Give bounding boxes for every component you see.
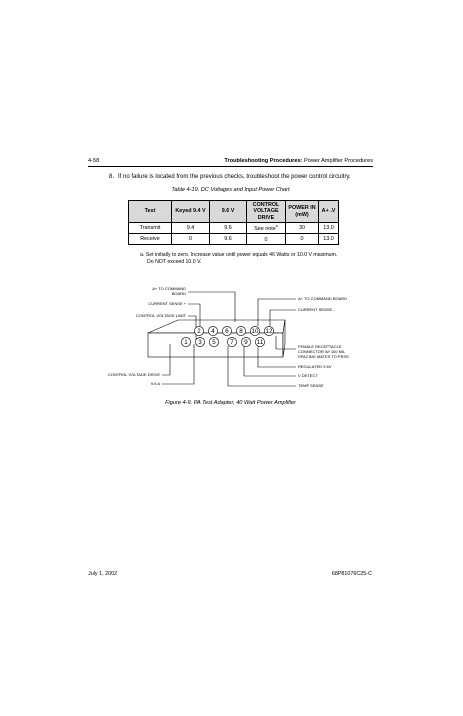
label-control-voltage-drive: CONTROL VOLTAGE DRIVE [107, 372, 160, 377]
cell-power: 30 [286, 223, 319, 234]
pin-label-5: 5 [212, 339, 216, 347]
cell-9-6v: 9.6 [210, 223, 247, 234]
cell-a-plus: 13.0 [319, 223, 339, 234]
control-header-line2: VOLTAGE [253, 208, 279, 215]
label-control-voltage-limit: CONTROL VOLTAGE LIMIT [135, 313, 186, 318]
pin-label-2: 2 [197, 328, 201, 336]
pin-label-12: 12 [265, 328, 273, 336]
label-temp-sense: TEMP SENSE [298, 383, 324, 388]
pin-label-8: 8 [239, 328, 243, 336]
running-header-rest: Power Amplifier Procedures [302, 158, 373, 164]
label-female-receptacle-1: FEMALE RECEPTACLE [298, 344, 342, 349]
label-aplus-command-left-1: A+ TO COMMAND [152, 286, 186, 291]
control-header-line1: CONTROL [252, 201, 280, 208]
note-ref: a [275, 224, 278, 229]
pin-label-6: 6 [225, 328, 229, 336]
label-female-receptacle-2: CONNECTOR W/ 100 MIL [298, 349, 346, 354]
note-line-2: Do NOT exceed 10.0 V. [147, 258, 202, 265]
footer-date: July 1, 2002 [88, 571, 118, 577]
label-current-sense-plus: CURRENT SENSE + [148, 301, 186, 306]
page-number: 4-58 [88, 158, 100, 164]
note-line-1: a. Set initially to zero. Increase value until power equals 46 Watts or 10.0 V maximum. [140, 252, 338, 258]
cell-keyed: 0 [172, 234, 210, 245]
cell-test: Receive [129, 234, 172, 245]
power-header-line2: (mW) [295, 211, 309, 218]
label-regulated-9-6v: REGULATED 9.6V [298, 364, 332, 369]
label-current-sense-minus: CURRENT SENSE - [298, 307, 335, 312]
footer-doc-number: 68P81076C25-C [331, 571, 372, 577]
step-text: If no failure is located from the previous checks, troubleshoot the power control circuitry. [118, 174, 351, 180]
cell-control-text: 0 [264, 236, 268, 243]
figure-caption: Figure 4-9. PA Test Adapter, 40 Watt Power Amplifier [165, 400, 296, 406]
pin-label-3: 3 [198, 339, 202, 347]
cell-a-plus: 13.0 [319, 234, 339, 245]
table-caption: Table 4-19. DC Voltages and Input Power Chart [171, 187, 290, 193]
col-keyed: Keyed 9.4 V [172, 201, 210, 223]
pin-label-10: 10 [251, 328, 259, 336]
leader-aplus-left [188, 292, 235, 322]
cell-keyed: 9.4 [172, 223, 210, 234]
control-header-line3: DRIVE [257, 214, 275, 221]
label-9-6a: 9.6 A [150, 381, 160, 386]
running-header-bold: Troubleshooting Procedures: [224, 158, 303, 164]
cell-9-6v: 9.6 [210, 234, 247, 245]
power-header-line1: POWER IN [288, 204, 316, 211]
pin-label-1: 1 [184, 339, 188, 347]
col-a-plus: A+ .V [319, 201, 339, 223]
label-female-receptacle-3: SPACING MATES TO PRSS [298, 354, 349, 359]
cell-power: 0 [286, 234, 319, 245]
pin-label-11: 11 [256, 339, 264, 347]
pin-label-4: 4 [211, 328, 215, 336]
step-number: 8. [109, 174, 115, 180]
col-test: Test [129, 201, 172, 223]
pin-label-9: 9 [244, 339, 248, 347]
cell-test: Transmit [129, 223, 172, 234]
label-aplus-command-right: A+ TO COMMAND BOARD [298, 296, 348, 301]
label-aplus-command-left-2: BOARD [171, 291, 186, 296]
pin-label-7: 7 [230, 339, 234, 347]
col-9-6v: 9.6 V [210, 201, 247, 223]
label-v-detect: V DETECT [298, 373, 318, 378]
cell-control-text: See note [254, 225, 276, 232]
